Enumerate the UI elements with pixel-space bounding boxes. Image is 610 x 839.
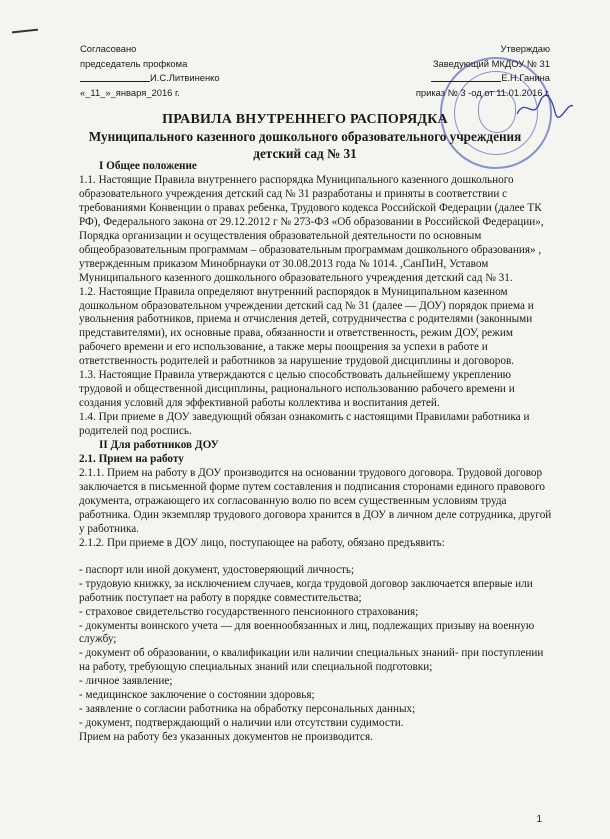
paragraph: - страховое свидетельство государственного пенсионного страхования;: [79, 605, 419, 618]
paragraph: 1.1. Настоящие Правила внутреннего распорядка Муниципального казенного дошкольного образовательного учреждения детский сад № 31 разработаны и приняты в соответствии с требованиями Конвенции о правах ребенка, Трудового кодекса Российской Федерации (далее ТК РФ), Федерального закона от 29.12.2012 г № 273-ФЗ «Об образовании в Российской Федерации», Порядка организации и осуществления образовательной деятельности по основным общеобразовательным программам – образовательным программам дошкольного образования» , утвержденным приказом Минобрнауки от 30.08.2013 года № 1014. ,СанПиН, Уставом Муниципального казенного дошкольного образовательного учреждения детский сад № 31.: [79, 173, 544, 284]
approval-order: приказ № 3 -од от 11.01.2016 г.: [415, 86, 550, 98]
paragraph: 1.3. Настоящие Правила утверждаются с целью способствовать дальнейшему укреплению трудовой и общественной дисциплины, рационального использованию рабочего времени и создания условий для эффективной работы коллектива и воспитания детей.: [79, 369, 515, 410]
agreed-label: Согласовано: [80, 43, 137, 54]
spacer: [79, 551, 554, 564]
paragraph: 1.4. При приеме в ДОУ заведующий обязан ознакомить с настоящими Правилами работника и родителей под роспись.: [79, 411, 530, 438]
paragraph: - документ об образовании, о квалификации или наличии специальных знаний- при поступлении на работу, требующую специальных знаний или специальной подготовки;: [79, 647, 544, 674]
paragraph: 1.2. Настоящие Правила определяют внутренний распорядок в Муниципальном казенном дошкольном образовательном учреждении детский сад № 31 (далее — ДОУ) порядок приема и увольнения работников, приема и отчисления детей, сотрудничества с родителями (законными представителями), их основные права, обязанности и ответственность, режим ДОУ, режим рабочего времени и его использование, а также меры поощрения за успехи в работе и ответственность родителей и работников за нарушение трудовой дисциплины и договоров.: [79, 285, 534, 368]
section-heading: II Для работников ДОУ: [99, 439, 219, 452]
paragraph: - заявление о согласии работника на обработку персональных данных;: [79, 703, 416, 716]
paragraph: 2.1.1. Прием на работу в ДОУ производится на основании трудового договора. Трудовой договор заключается в письменной форме путем составления и подписания сторонами единого правового документа, отражающего их согласованную волю по всем существенным условиям труда работника. Один экземпляр трудового договора хранится в ДОУ в личном деле сотрудника, другой у работника.: [79, 466, 552, 535]
paragraph: - документы воинского учета — для военнообязанных и лиц, подлежащих призыву на военную службу;: [79, 619, 535, 646]
approve-label: Утверждаю: [500, 43, 550, 54]
page-number: 1: [536, 814, 542, 825]
document-body: [79, 160, 554, 745]
section-heading: 2.1. Прием на работу: [79, 453, 184, 466]
paragraph: - паспорт или иной документ, удостоверяющий личность;: [79, 563, 355, 576]
document-title: [0, 112, 610, 162]
pen-mark: [12, 29, 38, 34]
approval-block: [370, 42, 550, 100]
approval-signer: Е.Н.Ганина: [370, 71, 550, 86]
agreement-block: [80, 42, 280, 100]
title-main: ПРАВИЛА ВНУТРЕННЕГО РАСПОРЯДКА: [162, 112, 448, 127]
signature-line: [431, 72, 501, 82]
paragraph: - трудовую книжку, за исключением случаев, когда трудовой договор заключается впервые или работник поступает на работу в порядке совместительства;: [79, 577, 533, 604]
agreement-date: «_11_»_января_2016 г.: [80, 86, 180, 98]
paragraph: Прием на работу без указанных документов не производится.: [79, 731, 373, 744]
paragraph: - документ, подтверждающий о наличии или отсутствии судимости.: [79, 717, 404, 730]
paragraph: - личное заявление;: [79, 675, 173, 688]
agreement-signer: И.С.Литвиненко: [80, 71, 280, 86]
paragraph: 2.1.2. При приеме в ДОУ лицо, поступающее на работу, обязано предъявить:: [79, 536, 445, 549]
section-heading: I Общее положение: [99, 160, 197, 172]
title-sub-1: Муниципального казенного дошкольного образовательного учреждения: [88, 129, 522, 144]
head-label: Заведующий МКДОУ № 31: [432, 57, 550, 69]
title-sub-2: детский сад № 31: [253, 146, 357, 161]
trade-union-chair-label: председатель профкома: [80, 57, 188, 69]
signature-line: [80, 72, 150, 82]
approval-header: [80, 42, 550, 102]
paragraph: - медицинское заключение о состоянии здоровья;: [79, 689, 315, 702]
